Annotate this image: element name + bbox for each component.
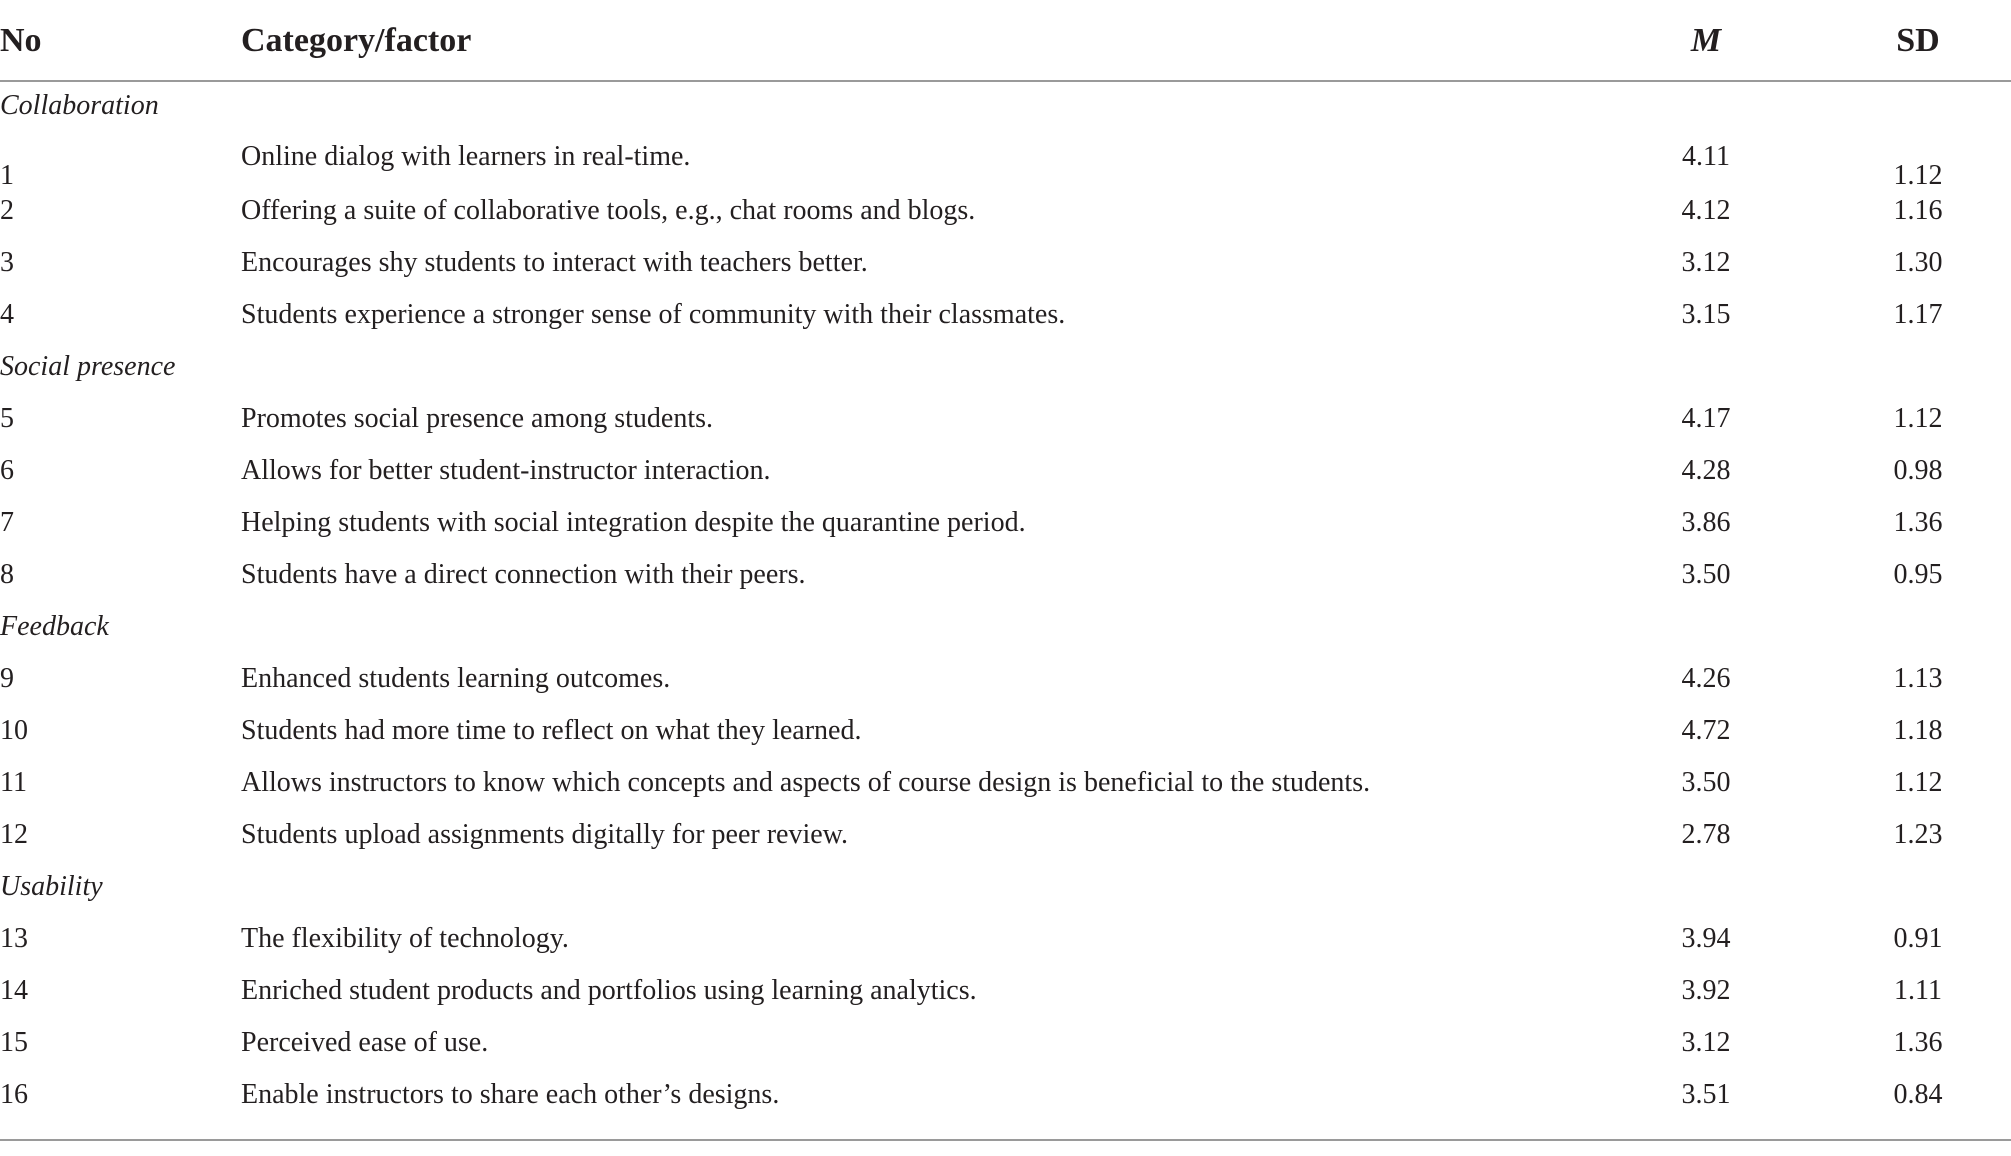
table-row [0, 237, 2011, 289]
table-row [0, 549, 2011, 601]
row-text: Helping students with social integration despite the quarantine period. [241, 507, 1026, 538]
row-sd: 1.16 [1893, 195, 1943, 226]
row-no: 5 [0, 403, 14, 434]
row-text: Enriched student products and portfolios using learning analytics. [241, 975, 977, 1006]
row-mean: 3.94 [1681, 923, 1731, 954]
header-mean: M [1690, 22, 1722, 59]
table-row [0, 497, 2011, 549]
row-mean: 4.28 [1681, 455, 1731, 486]
row-sd: 1.12 [1893, 160, 1943, 191]
row-no: 10 [0, 715, 28, 746]
row-sd: 1.17 [1893, 299, 1943, 330]
section-title: Feedback [0, 611, 109, 642]
row-sd: 0.95 [1893, 559, 1943, 590]
row-text: Online dialog with learners in real-time. [241, 141, 691, 172]
row-mean: 4.26 [1681, 663, 1731, 694]
table-row [0, 1069, 2011, 1121]
row-sd: 1.23 [1893, 819, 1943, 850]
row-no: 16 [0, 1079, 28, 1110]
table-row [0, 809, 2011, 861]
row-sd: 1.12 [1893, 403, 1943, 434]
table-bottom-rule [0, 1139, 2011, 1141]
row-no: 14 [0, 975, 28, 1006]
table-row [0, 757, 2011, 809]
row-no: 15 [0, 1027, 28, 1058]
row-mean: 4.72 [1681, 715, 1731, 746]
row-mean: 3.12 [1681, 247, 1731, 278]
row-sd: 1.12 [1893, 767, 1943, 798]
row-text: The flexibility of technology. [241, 923, 569, 954]
row-no: 12 [0, 819, 28, 850]
row-no: 8 [0, 559, 14, 590]
row-mean: 3.92 [1681, 975, 1731, 1006]
row-no: 6 [0, 455, 14, 486]
row-no: 1 [0, 160, 14, 191]
row-sd: 0.91 [1893, 923, 1943, 954]
row-no: 9 [0, 663, 14, 694]
row-text: Students experience a stronger sense of community with their classmates. [241, 299, 1066, 330]
row-mean: 4.11 [1682, 141, 1730, 172]
row-sd: 0.84 [1893, 1079, 1943, 1110]
row-mean: 3.86 [1681, 507, 1731, 538]
row-text: Offering a suite of collaborative tools, e.g., chat rooms and blogs. [241, 195, 976, 226]
table-row [0, 1017, 2011, 1069]
row-mean: 3.12 [1681, 1027, 1731, 1058]
row-mean: 4.17 [1681, 403, 1731, 434]
row-sd: 0.98 [1893, 455, 1943, 486]
row-text: Students have a direct connection with their peers. [241, 559, 806, 590]
row-text: Allows for better student-instructor interaction. [241, 455, 771, 486]
row-mean: 3.50 [1681, 559, 1731, 590]
row-text: Encourages shy students to interact with teachers better. [241, 247, 868, 278]
section-title: Social presence [0, 351, 176, 382]
row-text: Enhanced students learning outcomes. [241, 663, 671, 694]
section-title: Usability [0, 871, 103, 902]
table-header [0, 0, 2011, 82]
row-text: Perceived ease of use. [241, 1027, 489, 1058]
row-sd: 1.13 [1893, 663, 1943, 694]
table-row [0, 132, 2011, 191]
row-sd: 1.36 [1893, 507, 1943, 538]
row-text: Enable instructors to share each other’s designs. [241, 1079, 780, 1110]
table-row [0, 393, 2011, 445]
table-row [0, 289, 2011, 341]
table-row [0, 653, 2011, 705]
row-no: 13 [0, 923, 28, 954]
row-text: Students had more time to reflect on what they learned. [241, 715, 862, 746]
table-row [0, 913, 2011, 965]
header-no: No [0, 22, 42, 59]
row-sd: 1.11 [1894, 975, 1942, 1006]
row-text: Students upload assignments digitally for peer review. [241, 819, 849, 850]
row-mean: 2.78 [1681, 819, 1731, 850]
row-no: 11 [0, 767, 27, 798]
table-row [0, 445, 2011, 497]
table-row [0, 185, 2011, 237]
header-category: Category/factor [241, 22, 472, 59]
row-sd: 1.18 [1893, 715, 1943, 746]
section-title: Collaboration [0, 90, 159, 121]
table-row [0, 965, 2011, 1017]
row-text: Promotes social presence among students. [241, 403, 714, 434]
row-no: 4 [0, 299, 14, 330]
row-text: Allows instructors to know which concepts and aspects of course design is beneficial to the students. [241, 767, 1371, 798]
row-sd: 1.30 [1893, 247, 1943, 278]
row-sd: 1.36 [1893, 1027, 1943, 1058]
row-mean: 3.15 [1681, 299, 1731, 330]
row-no: 3 [0, 247, 14, 278]
row-mean: 4.12 [1681, 195, 1731, 226]
table-row [0, 705, 2011, 757]
header-sd: SD [1896, 22, 1940, 59]
row-mean: 3.51 [1681, 1079, 1731, 1110]
row-no: 7 [0, 507, 14, 538]
row-mean: 3.50 [1681, 767, 1731, 798]
row-no: 2 [0, 195, 14, 226]
